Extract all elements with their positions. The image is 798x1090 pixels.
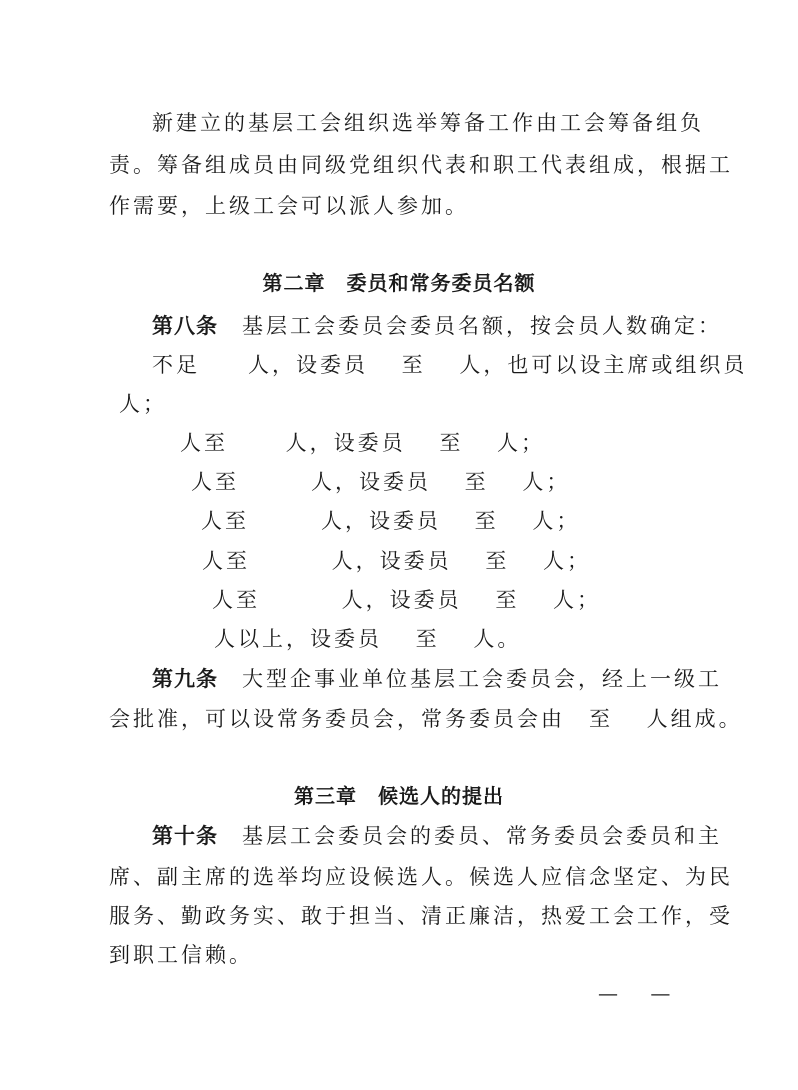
article-9-text: 大型企事业单位基层工会委员会，经上一级工 xyxy=(218,667,722,691)
article-9-cont: 会批准，可以设常务委员会，常务委员会由 至 人组成。 xyxy=(109,707,743,731)
article-8-row-6: 人以上，设委员 至 人。 xyxy=(214,627,522,651)
intro-line-3: 作需要，上级工会可以派人参加。 xyxy=(109,194,469,218)
article-8-row-2: 人至 人，设委员 至 人； xyxy=(191,470,571,494)
article-8-row-5: 人至 人，设委员 至 人； xyxy=(212,588,602,612)
article-8-item-1-cont: 人； xyxy=(119,392,167,416)
article-8-row-3: 人至 人，设委员 至 人； xyxy=(201,509,581,533)
article-10-line-2: 席、副主席的选举均应设候选人。候选人应信念坚定、为民 xyxy=(109,865,733,889)
article-9 xyxy=(152,664,722,694)
article-10-label: 第十条 xyxy=(152,824,218,848)
article-8-label: 第八条 xyxy=(152,314,218,338)
article-8-text: 基层工会委员会委员名额，按会员人数确定： xyxy=(218,314,722,338)
article-8-item-1: 不足 人，设委员 至 人，也可以设主席或组织员 xyxy=(152,353,748,377)
article-8-row-4: 人至 人，设委员 至 人； xyxy=(202,549,592,573)
intro-line-2: 责。筹备组成员由同级党组织代表和职工代表组成，根据工 xyxy=(109,153,733,177)
article-8 xyxy=(152,311,722,341)
article-8-row-1: 人至 人，设委员 至 人； xyxy=(180,431,546,455)
article-9-label: 第九条 xyxy=(152,667,218,691)
article-10-text: 基层工会委员会的委员、常务委员会委员和主 xyxy=(218,824,722,848)
page-number-marker: — — xyxy=(598,981,673,1005)
article-10-line-4: 到职工信赖。 xyxy=(109,943,253,967)
article-10-line-3: 服务、勤政务实、敢于担当、清正廉洁，热爱工会工作，受 xyxy=(109,904,733,928)
article-10 xyxy=(152,821,722,851)
chapter-2-title: 第二章 委员和常务委员名额 xyxy=(262,271,536,295)
intro-line-1: 新建立的基层工会组织选举筹备工作由工会筹备组负 xyxy=(152,111,704,135)
chapter-3-title: 第三章 候选人的提出 xyxy=(294,784,504,808)
